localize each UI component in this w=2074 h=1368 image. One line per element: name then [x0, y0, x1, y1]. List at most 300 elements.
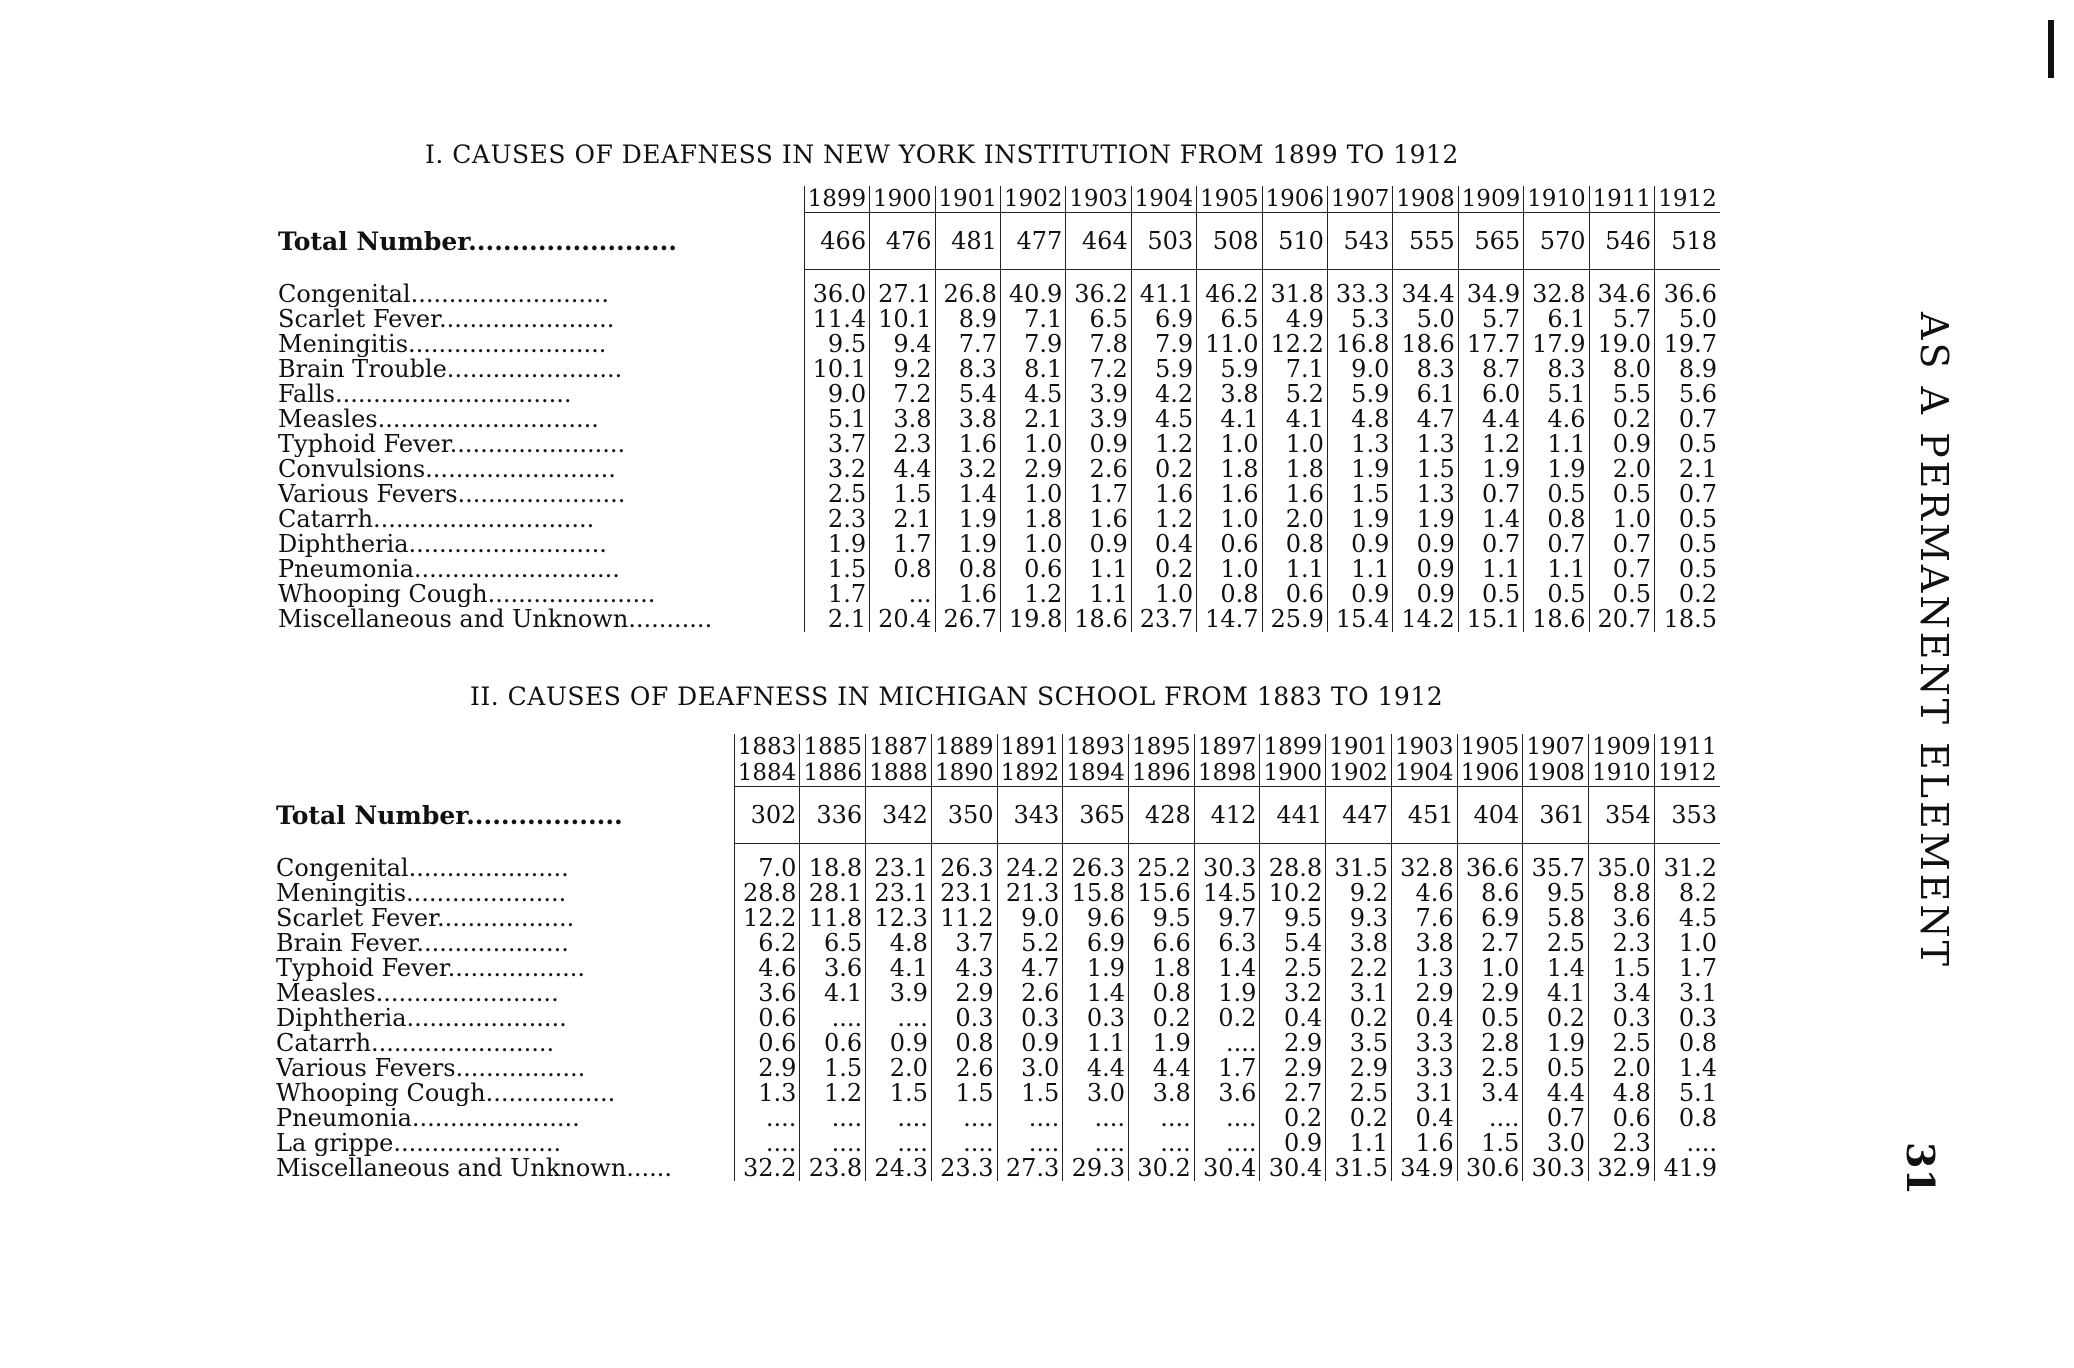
cell-value: 4.1	[866, 956, 932, 981]
row-label: Diphtheria..........................	[278, 532, 607, 557]
table-row	[278, 557, 1720, 582]
row-label: Convulsions.........................	[278, 457, 616, 482]
cell-value: 3.0	[1523, 1131, 1589, 1156]
cell-value: 2.3	[1589, 1131, 1655, 1156]
cell-value: 0.8	[1654, 1031, 1720, 1056]
cell-value: 1.9	[1327, 457, 1392, 482]
cell-value: 5.9	[1327, 382, 1392, 407]
spacer-cell	[1524, 270, 1589, 283]
cell-value: 0.3	[1063, 1006, 1129, 1031]
cell-value: 1.5	[1393, 457, 1458, 482]
cell-value: 1.8	[1129, 956, 1195, 981]
cell-value: 0.8	[935, 557, 1000, 582]
cell-value: 2.9	[931, 981, 997, 1006]
total-value: 477	[1000, 213, 1065, 270]
cell-value: 7.8	[1066, 332, 1131, 357]
cell-value: 14.2	[1393, 607, 1458, 632]
year-header: 1904	[1131, 186, 1196, 213]
year-header: 1885	[800, 734, 866, 760]
cell-value: 41.9	[1654, 1156, 1720, 1181]
year-header: 1896	[1129, 760, 1195, 787]
total-value: 543	[1327, 213, 1392, 270]
total-value: 342	[866, 787, 932, 844]
cell-value: 3.8	[1197, 382, 1262, 407]
row-label: Scarlet Fever..................	[276, 906, 575, 931]
cell-value: 16.8	[1327, 332, 1392, 357]
year-header: 1901	[1326, 734, 1392, 760]
cell-value: 21.3	[997, 881, 1063, 906]
cell-value: 0.2	[1654, 582, 1720, 607]
cell-value: 3.5	[1326, 1031, 1392, 1056]
cell-value: 0.9	[1066, 432, 1131, 457]
total-value: 302	[734, 787, 800, 844]
cell-value: 1.7	[1194, 1056, 1260, 1081]
table-row	[278, 582, 1720, 607]
cell-value: 1.6	[1131, 482, 1196, 507]
cell-value: 0.3	[1654, 1006, 1720, 1031]
cell-value: 1.1	[1524, 557, 1589, 582]
cell-value: 1.4	[935, 482, 1000, 507]
cell-value: 31.2	[1654, 856, 1720, 881]
cell-value: 4.5	[1654, 906, 1720, 931]
cell-value: 0.7	[1523, 1106, 1589, 1131]
table-row	[278, 357, 1720, 382]
cell-value: 31.5	[1326, 856, 1392, 881]
cell-value: 7.9	[1000, 332, 1065, 357]
cell-value: 1.0	[1197, 557, 1262, 582]
cell-value: 0.5	[1457, 1006, 1523, 1031]
cell-value: 6.3	[1194, 931, 1260, 956]
spacer-cell	[1066, 270, 1131, 283]
cell-value: 0.2	[1523, 1006, 1589, 1031]
total-value: 508	[1197, 213, 1262, 270]
cell-value: 5.2	[997, 931, 1063, 956]
cell-value: 1.1	[1063, 1031, 1129, 1056]
cell-value: 4.1	[1197, 407, 1262, 432]
row-label: Whooping Cough.................	[276, 1081, 616, 1106]
total-value: 555	[1393, 213, 1458, 270]
cell-value: 2.6	[997, 981, 1063, 1006]
cell-value: 1.0	[1197, 432, 1262, 457]
cell-value: 0.7	[1589, 532, 1654, 557]
cell-value: 11.4	[804, 307, 869, 332]
cell-value: 0.2	[1129, 1006, 1195, 1031]
cell-value: 2.0	[1589, 1056, 1655, 1081]
cell-value: 6.6	[1129, 931, 1195, 956]
table2-title: II. CAUSES OF DEAFNESS IN MICHIGAN SCHOOL FROM 1883 TO 1912	[470, 682, 1444, 711]
cell-value: ....	[1129, 1106, 1195, 1131]
cell-value: 1.1	[1458, 557, 1523, 582]
table-row	[276, 1056, 1720, 1081]
spacer-cell	[931, 844, 997, 857]
cell-value: 3.3	[1391, 1031, 1457, 1056]
cell-value: 1.6	[1391, 1131, 1457, 1156]
total-value: 361	[1523, 787, 1589, 844]
cell-value: 7.1	[1000, 307, 1065, 332]
cell-value: 5.8	[1523, 906, 1589, 931]
cell-value: 18.8	[800, 856, 866, 881]
cell-value: 9.5	[804, 332, 869, 357]
cell-value: ....	[1194, 1031, 1260, 1056]
cell-value: 7.2	[1066, 357, 1131, 382]
header-spacer	[276, 760, 734, 787]
spacer-cell	[1391, 844, 1457, 857]
cell-value: 25.2	[1129, 856, 1195, 881]
cell-value: 1.0	[1131, 582, 1196, 607]
cell-value: ....	[1457, 1106, 1523, 1131]
cell-value: 0.3	[931, 1006, 997, 1031]
year-header: 1904	[1391, 760, 1457, 787]
cell-value: 6.2	[734, 931, 800, 956]
cell-value: 7.7	[935, 332, 1000, 357]
cell-value: 5.3	[1327, 307, 1392, 332]
cell-value: 0.5	[1654, 507, 1720, 532]
total-label: Total Number..................	[276, 800, 623, 830]
cell-value: 5.0	[1654, 307, 1720, 332]
cell-value: 1.4	[1523, 956, 1589, 981]
cell-value: ....	[1129, 1131, 1195, 1156]
cell-value: 1.5	[931, 1081, 997, 1106]
cell-value: 5.5	[1589, 382, 1654, 407]
cell-value: 8.2	[1654, 881, 1720, 906]
cell-value: 3.0	[1063, 1081, 1129, 1106]
cell-value: 0.9	[1393, 557, 1458, 582]
cell-value: 15.6	[1129, 881, 1195, 906]
cell-value: 1.1	[1326, 1131, 1392, 1156]
cell-value: 4.6	[734, 956, 800, 981]
cell-value: 0.6	[1197, 532, 1262, 557]
cell-value: 0.8	[1262, 532, 1327, 557]
cell-value: 17.7	[1458, 332, 1523, 357]
cell-value: 30.6	[1457, 1156, 1523, 1181]
spacer-cell	[1393, 270, 1458, 283]
cell-value: 4.6	[1524, 407, 1589, 432]
cell-value: 1.1	[1066, 557, 1131, 582]
total-value: 336	[800, 787, 866, 844]
table1-title: I. CAUSES OF DEAFNESS IN NEW YORK INSTITUTION FROM 1899 TO 1912	[425, 140, 1459, 169]
cell-value: 0.6	[1262, 582, 1327, 607]
cell-value: 4.1	[1523, 981, 1589, 1006]
cell-value: 30.4	[1260, 1156, 1326, 1181]
total-value: 464	[1066, 213, 1131, 270]
cell-value: 36.0	[804, 282, 869, 307]
cell-value: 2.1	[804, 607, 869, 632]
year-header: 1907	[1523, 734, 1589, 760]
cell-value: 19.0	[1589, 332, 1654, 357]
row-label: Whooping Cough......................	[278, 582, 656, 607]
cell-value: 1.2	[1131, 507, 1196, 532]
cell-value: 4.8	[866, 931, 932, 956]
spacer-cell	[1457, 844, 1523, 857]
cell-value: 4.2	[1131, 382, 1196, 407]
cell-value: ....	[800, 1131, 866, 1156]
cell-value: 1.1	[1327, 557, 1392, 582]
cell-value: 0.5	[1654, 557, 1720, 582]
cell-value: 3.8	[935, 407, 1000, 432]
cell-value: 32.8	[1391, 856, 1457, 881]
cell-value: 11.8	[800, 906, 866, 931]
cell-value: 8.7	[1458, 357, 1523, 382]
table-row	[276, 1156, 1720, 1181]
cell-value: 2.6	[931, 1056, 997, 1081]
total-value: 353	[1654, 787, 1720, 844]
cell-value: 36.6	[1457, 856, 1523, 881]
cell-value: 26.7	[935, 607, 1000, 632]
row-label: Congenital.....................	[276, 856, 569, 881]
table-row	[276, 881, 1720, 906]
year-header: 1886	[800, 760, 866, 787]
cell-value: 18.5	[1654, 607, 1720, 632]
table2	[276, 734, 1720, 1181]
table-row	[278, 532, 1720, 557]
cell-value: 3.2	[935, 457, 1000, 482]
cell-value: 8.3	[1393, 357, 1458, 382]
running-head: AS A PERMANENT ELEMENT	[1912, 312, 1956, 969]
cell-value: 1.7	[1654, 956, 1720, 981]
spacer-cell	[1589, 844, 1655, 857]
total-value: 481	[935, 213, 1000, 270]
table-row	[278, 507, 1720, 532]
header-spacer	[276, 734, 734, 760]
year-header: 1898	[1194, 760, 1260, 787]
table-row	[278, 332, 1720, 357]
year-header: 1901	[935, 186, 1000, 213]
cell-value: 18.6	[1524, 607, 1589, 632]
cell-value: 2.1	[870, 507, 935, 532]
cell-value: 0.3	[1589, 1006, 1655, 1031]
cell-value: 2.9	[1326, 1056, 1392, 1081]
spacer-cell	[1260, 844, 1326, 857]
cell-value: ....	[734, 1131, 800, 1156]
cell-value: 15.1	[1458, 607, 1523, 632]
spacer-cell	[1194, 844, 1260, 857]
cell-value: 12.3	[866, 906, 932, 931]
cell-value: 0.8	[1524, 507, 1589, 532]
cell-value: 12.2	[734, 906, 800, 931]
spacer-row	[276, 844, 1720, 857]
cell-value: 7.0	[734, 856, 800, 881]
table-row	[278, 432, 1720, 457]
cell-value: 20.7	[1589, 607, 1654, 632]
cell-value: 2.1	[1654, 457, 1720, 482]
cell-value: 34.4	[1393, 282, 1458, 307]
year-header: 1887	[866, 734, 932, 760]
cell-value: 0.6	[1000, 557, 1065, 582]
cell-value: 3.1	[1654, 981, 1720, 1006]
cell-value: 0.7	[1589, 557, 1654, 582]
row-label: Various Fevers.................	[276, 1056, 586, 1081]
cell-value: 0.3	[997, 1006, 1063, 1031]
cell-value: 1.9	[1194, 981, 1260, 1006]
year-header: 1911	[1589, 186, 1654, 213]
cell-value: 3.2	[804, 457, 869, 482]
spacer-cell	[1000, 270, 1065, 283]
cell-value: 0.8	[1129, 981, 1195, 1006]
cell-value: 36.6	[1654, 282, 1720, 307]
year-header: 1890	[931, 760, 997, 787]
cell-value: 1.2	[1000, 582, 1065, 607]
cell-value: ....	[1194, 1131, 1260, 1156]
cell-value: 0.9	[1393, 532, 1458, 557]
row-label: Falls...............................	[278, 382, 572, 407]
cell-value: ...	[870, 582, 935, 607]
cell-value: 23.7	[1131, 607, 1196, 632]
row-label: Brain Trouble.......................	[278, 357, 623, 382]
cell-value: 0.2	[1589, 407, 1654, 432]
spacer-cell	[1063, 844, 1129, 857]
cell-value: 1.5	[997, 1081, 1063, 1106]
cell-value: 3.1	[1391, 1081, 1457, 1106]
cell-value: 35.7	[1523, 856, 1589, 881]
cell-value: 23.8	[800, 1156, 866, 1181]
cell-value: 2.5	[1457, 1056, 1523, 1081]
cell-value: 5.4	[935, 382, 1000, 407]
year-header: 1906	[1457, 760, 1523, 787]
cell-value: ....	[1063, 1106, 1129, 1131]
table-row	[278, 607, 1720, 632]
cell-value: 1.9	[1327, 507, 1392, 532]
row-label: Measles........................	[276, 981, 559, 1006]
spacer-row	[278, 270, 1720, 283]
cell-value: 8.3	[1524, 357, 1589, 382]
cell-value: 0.5	[1654, 432, 1720, 457]
cell-value: 1.2	[800, 1081, 866, 1106]
cell-value: ....	[931, 1131, 997, 1156]
spacer-cell	[734, 844, 800, 857]
cell-value: 0.7	[1458, 532, 1523, 557]
spacer-cell	[1654, 844, 1720, 857]
cell-value: 40.9	[1000, 282, 1065, 307]
cell-value: 10.1	[870, 307, 935, 332]
cell-value: 1.0	[1000, 482, 1065, 507]
cell-value: 30.3	[1523, 1156, 1589, 1181]
cell-value: 8.8	[1589, 881, 1655, 906]
cell-value: 2.3	[804, 507, 869, 532]
cell-value: ....	[800, 1106, 866, 1131]
cell-value: 32.9	[1589, 1156, 1655, 1181]
header-spacer	[278, 186, 804, 213]
cell-value: 0.8	[1197, 582, 1262, 607]
cell-value: 11.0	[1197, 332, 1262, 357]
cell-value: 0.5	[1523, 1056, 1589, 1081]
cell-value: 23.3	[931, 1156, 997, 1181]
cell-value: 0.6	[1589, 1106, 1655, 1131]
cell-value: ....	[866, 1006, 932, 1031]
cell-value: 2.8	[1457, 1031, 1523, 1056]
cell-value: 2.9	[734, 1056, 800, 1081]
cell-value: 1.6	[935, 582, 1000, 607]
table-row	[276, 931, 1720, 956]
cell-value: 9.5	[1523, 881, 1589, 906]
header-row	[276, 760, 1720, 787]
cell-value: 4.4	[1063, 1056, 1129, 1081]
table-row	[276, 906, 1720, 931]
cell-value: 0.9	[1589, 432, 1654, 457]
cell-value: 1.9	[1458, 457, 1523, 482]
spacer-cell	[1327, 270, 1392, 283]
cell-value: 24.2	[997, 856, 1063, 881]
scan-mark	[2048, 20, 2054, 78]
cell-value: 3.6	[1194, 1081, 1260, 1106]
cell-value: 4.1	[1262, 407, 1327, 432]
cell-value: 46.2	[1197, 282, 1262, 307]
cell-value: 1.8	[1197, 457, 1262, 482]
cell-value: 1.9	[1063, 956, 1129, 981]
page-number: 31	[1898, 1142, 1943, 1195]
row-label: Pneumonia...........................	[278, 557, 620, 582]
cell-value: 32.8	[1524, 282, 1589, 307]
cell-value: 3.6	[800, 956, 866, 981]
cell-value: 1.5	[1589, 956, 1655, 981]
cell-value: 0.4	[1131, 532, 1196, 557]
total-value: 451	[1391, 787, 1457, 844]
cell-value: 1.6	[1066, 507, 1131, 532]
cell-value: 0.5	[1524, 582, 1589, 607]
cell-value: 15.4	[1327, 607, 1392, 632]
header-row	[276, 734, 1720, 760]
cell-value: 1.9	[1129, 1031, 1195, 1056]
total-value: 447	[1326, 787, 1392, 844]
header-row	[278, 186, 1720, 213]
cell-value: 0.4	[1391, 1006, 1457, 1031]
total-value: 518	[1654, 213, 1720, 270]
spacer-cell	[1523, 844, 1589, 857]
cell-value: 1.5	[870, 482, 935, 507]
year-header: 1908	[1393, 186, 1458, 213]
year-header: 1905	[1457, 734, 1523, 760]
cell-value: 1.3	[1327, 432, 1392, 457]
cell-value: ....	[1194, 1106, 1260, 1131]
cell-value: 3.0	[997, 1056, 1063, 1081]
cell-value: 1.2	[1131, 432, 1196, 457]
cell-value: 2.1	[1000, 407, 1065, 432]
total-value: 503	[1131, 213, 1196, 270]
cell-value: 1.5	[866, 1081, 932, 1106]
cell-value: 26.8	[935, 282, 1000, 307]
cell-value: 0.5	[1654, 532, 1720, 557]
cell-value: ....	[1063, 1131, 1129, 1156]
cell-value: 1.0	[1197, 507, 1262, 532]
year-header: 1910	[1589, 760, 1655, 787]
row-label: Meningitis.....................	[276, 881, 567, 906]
cell-value: 4.5	[1131, 407, 1196, 432]
cell-value: ....	[931, 1106, 997, 1131]
cell-value: 3.3	[1391, 1056, 1457, 1081]
cell-value: 31.5	[1326, 1156, 1392, 1181]
cell-value: 2.5	[804, 482, 869, 507]
year-header: 1883	[734, 734, 800, 760]
cell-value: 1.0	[1000, 432, 1065, 457]
cell-value: 0.9	[1327, 582, 1392, 607]
cell-value: 9.0	[1327, 357, 1392, 382]
cell-value: 3.7	[804, 432, 869, 457]
table-row	[276, 956, 1720, 981]
year-header: 1909	[1589, 734, 1655, 760]
cell-value: 0.5	[1458, 582, 1523, 607]
cell-value: 9.7	[1194, 906, 1260, 931]
cell-value: 1.9	[1393, 507, 1458, 532]
cell-value: 12.2	[1262, 332, 1327, 357]
row-label: Brain Fever....................	[276, 931, 569, 956]
cell-value: 1.1	[1524, 432, 1589, 457]
cell-value: 2.5	[1589, 1031, 1655, 1056]
cell-value: 1.8	[1000, 507, 1065, 532]
cell-value: 23.1	[866, 881, 932, 906]
cell-value: 5.0	[1393, 307, 1458, 332]
cell-value: 1.9	[1524, 457, 1589, 482]
cell-value: 26.3	[1063, 856, 1129, 881]
row-label: Catarrh.............................	[278, 507, 595, 532]
